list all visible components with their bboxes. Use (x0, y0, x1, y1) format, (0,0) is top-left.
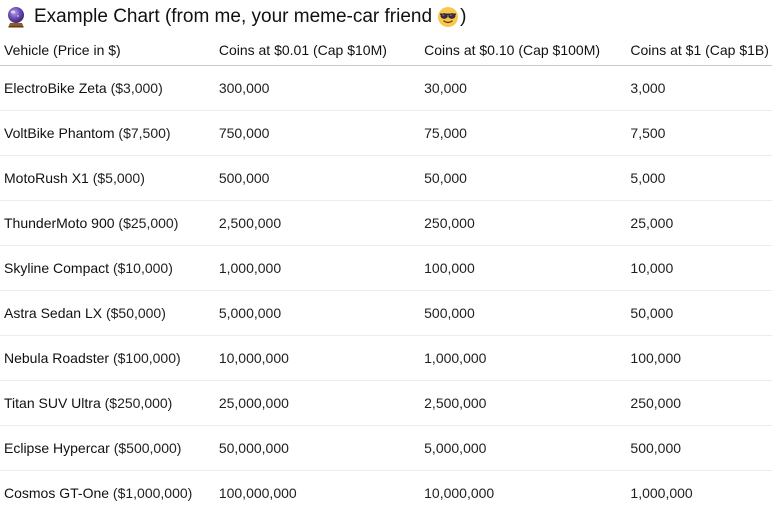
table-row (0, 111, 772, 156)
coins-001-cell: 300,000 (215, 66, 420, 111)
coins-1-cell: 10,000 (626, 246, 772, 291)
vehicle-price: ($50,000) (105, 305, 166, 321)
table-row (0, 201, 772, 246)
coins-010-cell: 500,000 (420, 291, 626, 336)
coins-010-cell: 30,000 (420, 66, 626, 111)
vehicle-price: ($7,500) (118, 125, 171, 141)
coins-001-cell: 10,000,000 (215, 336, 420, 381)
chart-title (6, 4, 466, 30)
title-text: Example Chart (from me, your meme-car friend (34, 6, 433, 27)
header-vehicle: Vehicle (Price in $) (0, 34, 215, 66)
vehicle-price: ($3,000) (110, 80, 163, 96)
vehicle-price: ($25,000) (118, 215, 179, 231)
vehicle-price: ($100,000) (112, 350, 181, 366)
table-row (0, 426, 772, 471)
coins-010-cell: 250,000 (420, 201, 626, 246)
table-row (0, 246, 772, 291)
coins-010-cell: 10,000,000 (424, 485, 495, 501)
table-row (0, 156, 772, 201)
header-coins-001: Coins at $0.01 (Cap $10M) (215, 34, 420, 66)
vehicle-name: Cosmos GT-One (4, 485, 110, 501)
vehicle-price: ($500,000) (113, 440, 182, 456)
coins-010-cell: 50,000 (420, 156, 626, 201)
header-coins-010: Coins at $0.10 (Cap $100M) (420, 34, 626, 66)
table-header-row (0, 34, 772, 66)
coins-010-cell: 5,000,000 (420, 426, 626, 471)
coins-001-cell: 100,000,000 (218, 485, 297, 501)
vehicle-cell (0, 156, 215, 201)
coins-1-cell: 50,000 (626, 291, 772, 336)
header-coins-1: Coins at $1 (Cap $1B) (626, 34, 772, 66)
vehicle-price: ($1,000,000) (112, 485, 193, 501)
table-row (0, 291, 772, 336)
title-closing: ) (460, 6, 467, 27)
vehicle-name: Eclipse Hypercar (4, 440, 110, 456)
table-row (0, 66, 772, 111)
coins-1-cell: 1,000,000 (630, 485, 693, 501)
vehicle-name: Nebula Roadster (4, 350, 110, 366)
table-row (0, 381, 772, 426)
coins-001-cell: 750,000 (215, 111, 420, 156)
vehicle-name: Skyline Compact (4, 260, 110, 276)
coins-001-cell: 5,000,000 (215, 291, 420, 336)
vehicle-cell (0, 471, 215, 516)
table-row (0, 336, 772, 381)
vehicle-name: Astra Sedan LX (4, 305, 103, 321)
vehicle-cell (0, 426, 215, 471)
coins-001-cell: 500,000 (215, 156, 420, 201)
vehicle-name: ThunderMoto 900 (4, 215, 115, 231)
sunglasses-face-icon (437, 6, 459, 28)
coins-010-cell: 100,000 (420, 246, 626, 291)
coins-001-cell: 2,500,000 (215, 201, 420, 246)
coins-1-cell: 3,000 (626, 66, 772, 111)
coins-1-cell: 7,500 (626, 111, 772, 156)
vehicle-name: Titan SUV Ultra (4, 395, 101, 411)
coins-1-cell: 25,000 (626, 201, 772, 246)
coins-010-cell: 2,500,000 (420, 381, 626, 426)
coins-1-cell: 5,000 (626, 156, 772, 201)
coins-001-cell: 25,000,000 (215, 381, 420, 426)
coins-001-cell: 1,000,000 (215, 246, 420, 291)
coin-table (0, 34, 772, 515)
crystal-ball-icon (6, 6, 26, 28)
coins-010-cell: 75,000 (420, 111, 626, 156)
vehicle-cell (0, 246, 215, 291)
vehicle-cell (0, 381, 215, 426)
coins-010-cell: 1,000,000 (420, 336, 626, 381)
vehicle-price: ($250,000) (104, 395, 173, 411)
vehicle-cell (0, 66, 215, 111)
coins-001-cell: 50,000,000 (215, 426, 420, 471)
vehicle-name: ElectroBike Zeta (4, 80, 107, 96)
vehicle-cell (0, 336, 215, 381)
vehicle-name: MotoRush X1 (4, 170, 89, 186)
coins-1-cell: 250,000 (626, 381, 772, 426)
vehicle-cell (0, 291, 215, 336)
coins-1-cell: 500,000 (626, 426, 772, 471)
vehicle-price: ($10,000) (112, 260, 173, 276)
vehicle-cell (0, 111, 215, 156)
vehicle-price: ($5,000) (92, 170, 145, 186)
vehicle-cell (0, 201, 215, 246)
table-row (0, 471, 772, 516)
vehicle-name: VoltBike Phantom (4, 125, 115, 141)
coins-1-cell: 100,000 (626, 336, 772, 381)
